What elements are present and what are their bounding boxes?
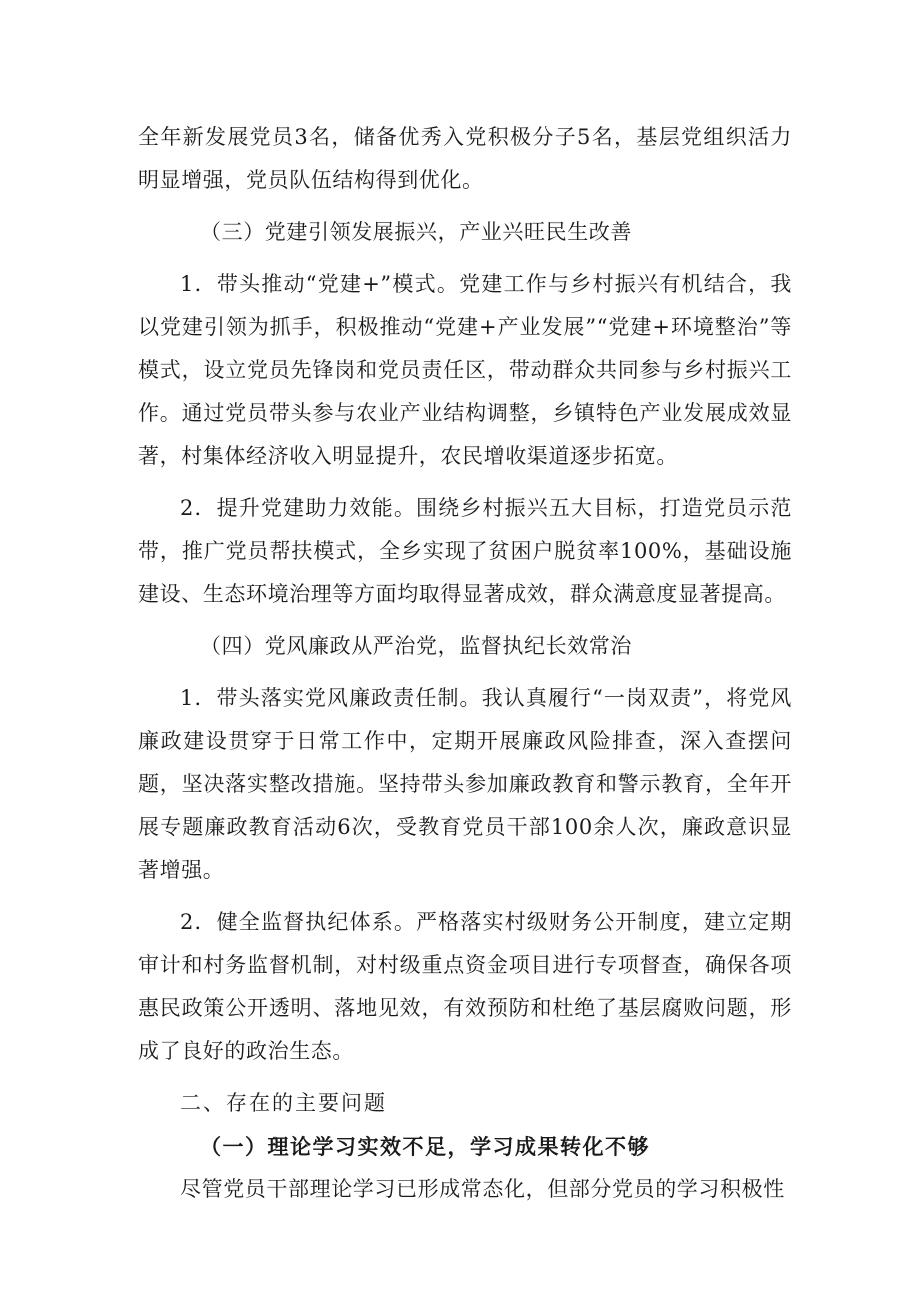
section-heading-4: （四）党风廉政从严治党，监督执纪长效常治 bbox=[200, 634, 632, 658]
chapter-heading-2: 二、存在的主要问题 bbox=[180, 1091, 387, 1115]
document-body bbox=[138, 116, 792, 1211]
subsection-heading-2-1: （一）理论学习实效不足，学习成果转化不够 bbox=[200, 1134, 650, 1159]
paragraph-4-2: 2．健全监督执纪体系。严格落实村级财务公开制度，建立定期审计和村务监督机制，对村级重点资金项目进行专项督查，确保各项惠民政策公开透明、落地见效，有效预防和杜绝了基层腐败问题，形成了良好的政治生态。 bbox=[138, 910, 792, 1063]
paragraph-3-1: 1．带头推动“党建+”模式。党建工作与乡村振兴有机结合，我以党建引领为抓手，积极推动“党建+产业发展”“党建+环境整治”等模式，设立党员先锋岗和党员责任区，带动群众共同参与乡村振兴工作。通过党员带头参与农业产业结构调整，乡镇特色产业发展成效显著，村集体经济收入明显提升，农民增收渠道逐步拓宽。 bbox=[138, 272, 792, 468]
paragraph-2-1-start: 尽管党员干部理论学习已形成常态化，但部分党员的学习积极性 bbox=[180, 1177, 785, 1201]
paragraph-4-1: 1．带头落实党风廉政责任制。我认真履行“一岗双责”，将党风廉政建设贯穿于日常工作中，定期开展廉政风险排查，深入查摆问题，坚决落实整改措施。坚持带头参加廉政教育和警示教育，全年开展专题廉政教育活动6次，受教育党员干部100余人次，廉政意识显著增强。 bbox=[138, 686, 792, 882]
paragraph-3-2: 2．提升党建助力效能。围绕乡村振兴五大目标，打造党员示范带，推广党员帮扶模式，全乡实现了贫困户脱贫率100%，基础设施建设、生态环境治理等方面均取得显著成效，群众满意度显著提高。 bbox=[138, 496, 792, 606]
section-heading-3: （三）党建引领发展振兴，产业兴旺民生改善 bbox=[200, 220, 632, 244]
paragraph-continuation: 全年新发展党员3名，储备优秀入党积极分子5名，基层党组织活力明显增强，党员队伍结构得到优化。 bbox=[138, 125, 792, 192]
